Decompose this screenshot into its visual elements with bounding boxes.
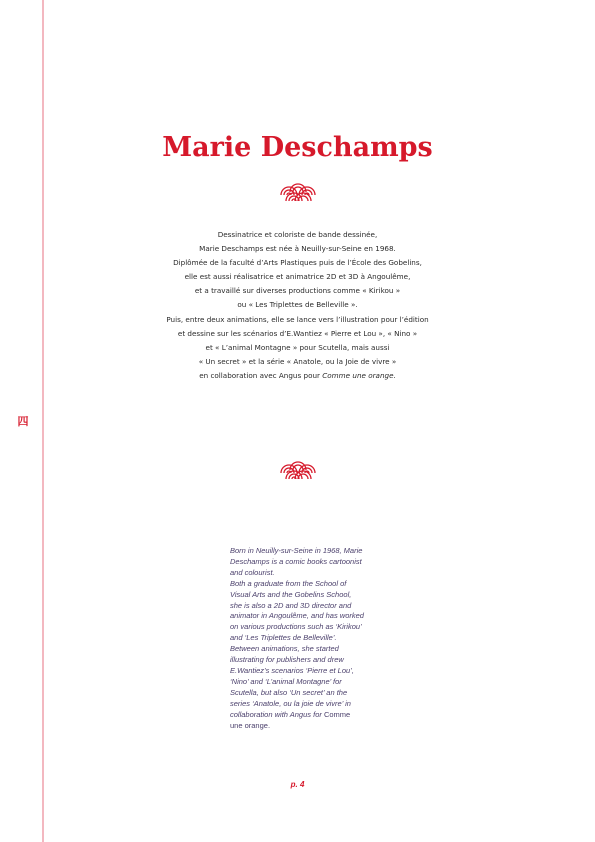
en-line: Visual Arts and the Gobelins School, <box>230 589 352 599</box>
fr-line-last-start: en collaboration avec Angus pour <box>199 370 323 380</box>
en-line: animator in Angoulême, and has worked <box>230 611 364 621</box>
page-number: p. 4 <box>290 780 305 789</box>
fr-line: Diplômée de la faculté d’Arts Plastiques puis de l’École des Gobelins, <box>173 258 422 268</box>
en-line-last <box>230 721 370 732</box>
en-line: Scutella, but also ‘Un secret’ an the <box>230 687 348 697</box>
en-line: she is also a 2D and 3D director and <box>230 600 352 610</box>
fr-line: elle est aussi réalisatrice et animatrice 2D et 3D à Angoulême, <box>184 272 411 282</box>
en-line: on various productions such as ‘Kirikou’ <box>230 622 362 632</box>
en-book-title-part2: une orange <box>230 720 268 730</box>
seigaiha-wave-icon <box>280 461 316 485</box>
en-line-16-start: collaboration with Angus for <box>230 709 324 719</box>
fr-line: et a travaillé sur diverses productions comme « Kirikou » <box>194 286 401 296</box>
fr-line: et « L’animal Montagne » pour Scutella, mais aussi <box>205 342 390 352</box>
en-line: Both a graduate from the School of <box>230 578 347 588</box>
page-title: Marie Deschamps <box>162 132 433 163</box>
en-line <box>230 710 370 721</box>
en-line: ‘Nino’ and ‘L’animal Montagne’ for <box>230 676 342 686</box>
en-line: Between animations, she started <box>230 644 339 654</box>
fr-line: et dessine sur les scénarios d’E.Wantiez « Pierre et Lou », « Nino » <box>177 328 418 338</box>
fr-line-last <box>100 369 495 383</box>
en-book-title-part1: Comme <box>323 709 351 719</box>
en-line: Born in Neuilly-sur-Seine in 1968, Marie <box>230 546 363 555</box>
fr-line: Dessinatrice et coloriste de bande dessinée, <box>217 230 378 239</box>
french-biography <box>100 228 495 383</box>
margin-rule <box>42 0 44 842</box>
fr-line-last-end: . <box>393 370 396 380</box>
en-line: Deschamps is a comic books cartoonist <box>230 556 362 566</box>
fr-line: Marie Deschamps est née à Neuilly-sur-Seine en 1968. <box>199 244 396 254</box>
fr-book-title: Comme une orange <box>322 370 394 380</box>
en-line: illustrating for publishers and drew <box>230 655 344 665</box>
side-chapter-mark: 四 <box>17 415 29 428</box>
english-biography <box>230 546 370 731</box>
en-line: and colourist. <box>230 567 275 577</box>
fr-line: ou « Les Triplettes de Belleville ». <box>237 300 358 310</box>
en-line: series ‘Anatole, ou la joie de vivre’ in <box>230 698 351 708</box>
seigaiha-wave-icon <box>280 183 316 207</box>
en-line-last-end: . <box>267 720 271 730</box>
en-line: E.Wantiez’s scenarios ‘Pierre et Lou’, <box>230 665 354 675</box>
fr-line: « Un secret » et la série « Anatole, ou la Joie de vivre » <box>198 356 397 366</box>
en-line: and ‘Les Triplettes de Belleville’. <box>230 633 337 643</box>
fr-line: Puis, entre deux animations, elle se lance vers l’illustration pour l’édition <box>166 314 429 324</box>
